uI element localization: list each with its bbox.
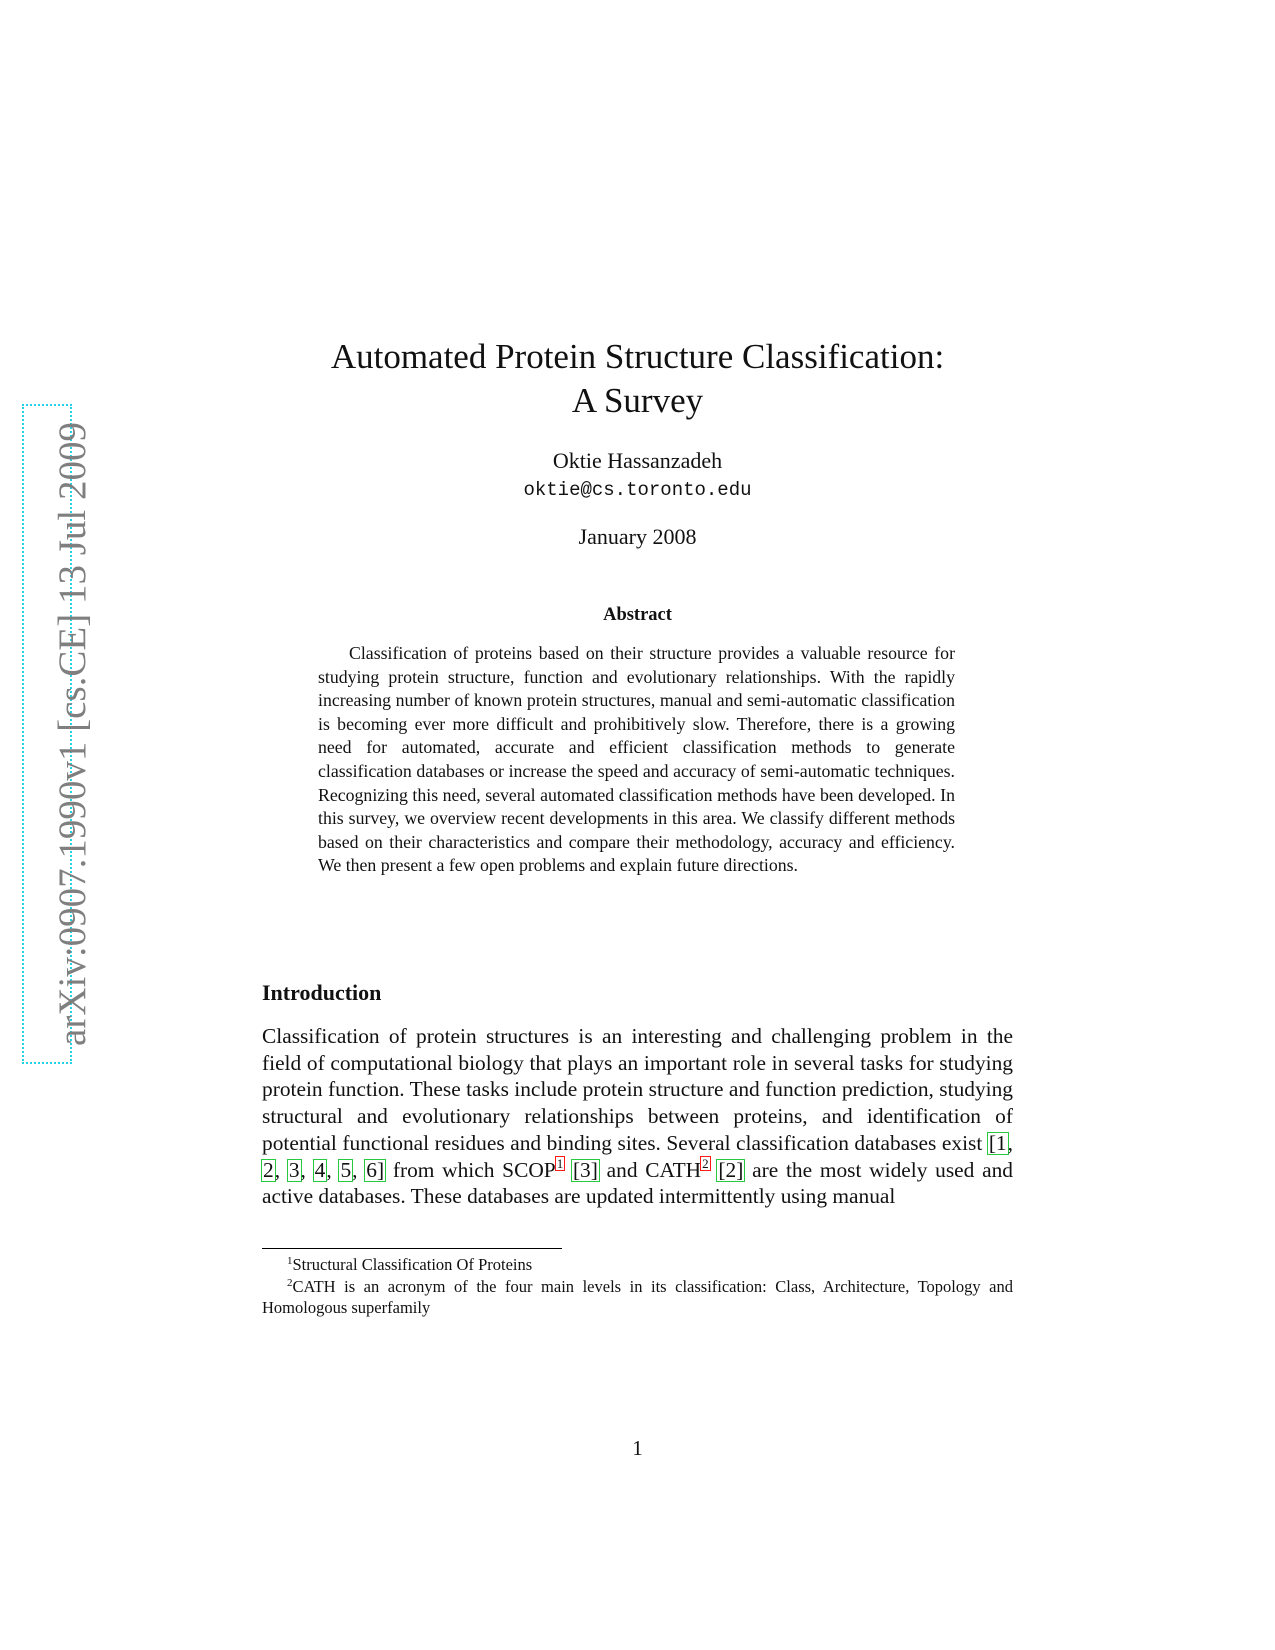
author-email[interactable]: oktie@cs.toronto.edu [523,479,752,501]
abstract-text: Classification of proteins based on their structure provides a valuable resource for studying protein structure, function and evolutionary relationships. With the rapidly increasing number of known protein structures, manual and semi-automatic classification is becoming ever more difficult and prohibitively slow. Therefore, there is a growing need for automated, accurate and efficient classification methods to generate classification databases or increase the speed and accuracy of semi-automatic techniques. Recognizing this need, several automated classification methods have been developed. In this survey, we overview recent developments in this area. We classify different methods based on their characteristics and compare their methodology, accuracy and efficiency. We then present a few open problems and explain future directions. [318,643,955,876]
footnote-1 [262,1254,1013,1276]
footnote-text: CATH is an acronym of the four main levels in its classification: Class, Architecture, Topology and Homologous superfamily [262,1276,1013,1317]
introduction-paragraph [262,1023,1013,1210]
intro-text-2: from which SCOP [385,1157,556,1182]
citation-2[interactable]: 2 [263,1157,274,1182]
footnote-ref-1[interactable]: 1 [556,1155,564,1171]
citation-scop[interactable]: [3] [572,1157,598,1182]
footnote-rule [262,1248,562,1249]
footnote-ref-2[interactable]: 2 [702,1155,709,1171]
footnote-text: Structural Classification Of Proteins [292,1255,533,1274]
publication-date: January 2008 [578,524,697,549]
intro-text-4: and CATH [598,1157,702,1182]
title-line-1: Automated Protein Structure Classification: [330,337,945,376]
footnote-mark: 2 [287,1276,293,1289]
citation-4[interactable]: 4 [314,1157,326,1182]
introduction-heading: Introduction [262,980,382,1005]
citation-separator: , [352,1157,366,1182]
citation-cath[interactable]: [2] [718,1157,744,1182]
arxiv-stamp[interactable]: arXiv:0907.1990v1 [cs.CE] 13 Jul 2009 [51,422,94,1046]
author-name: Oktie Hassanzadeh [552,448,723,473]
footnote-2 [262,1276,1013,1319]
title-line-2: A Survey [571,381,704,420]
intro-text-1: Classification of protein structures is an interesting and challenging problem in the field of computational biology that plays an important role in several tasks for studying protein function. These tasks include protein structure and function prediction, studying structural and evolutionary relationships between proteins, and identification of potential functional residues and binding sites. Several classification databases exist [262,1024,1013,1155]
intro-text-3 [564,1158,572,1182]
citation-1[interactable]: [1 [988,1130,1007,1155]
paper-title [260,335,1015,423]
citation-separator: , [326,1157,340,1182]
citation-6[interactable]: 6] [366,1157,385,1182]
citation-3[interactable]: 3 [288,1157,300,1182]
citation-separator: , [300,1157,314,1182]
page-number: 1 [632,1436,643,1460]
abstract-heading: Abstract [603,605,672,625]
citation-separator: , [1007,1130,1013,1155]
footnotes [262,1254,1013,1319]
citation-5[interactable]: 5 [340,1157,352,1182]
intro-text-6: are the most widely used and active databases. These databases are updated intermittently using manual [262,1157,1013,1209]
footnote-mark: 1 [287,1255,293,1267]
citation-separator: , [274,1157,288,1182]
intro-text-5 [710,1158,718,1182]
